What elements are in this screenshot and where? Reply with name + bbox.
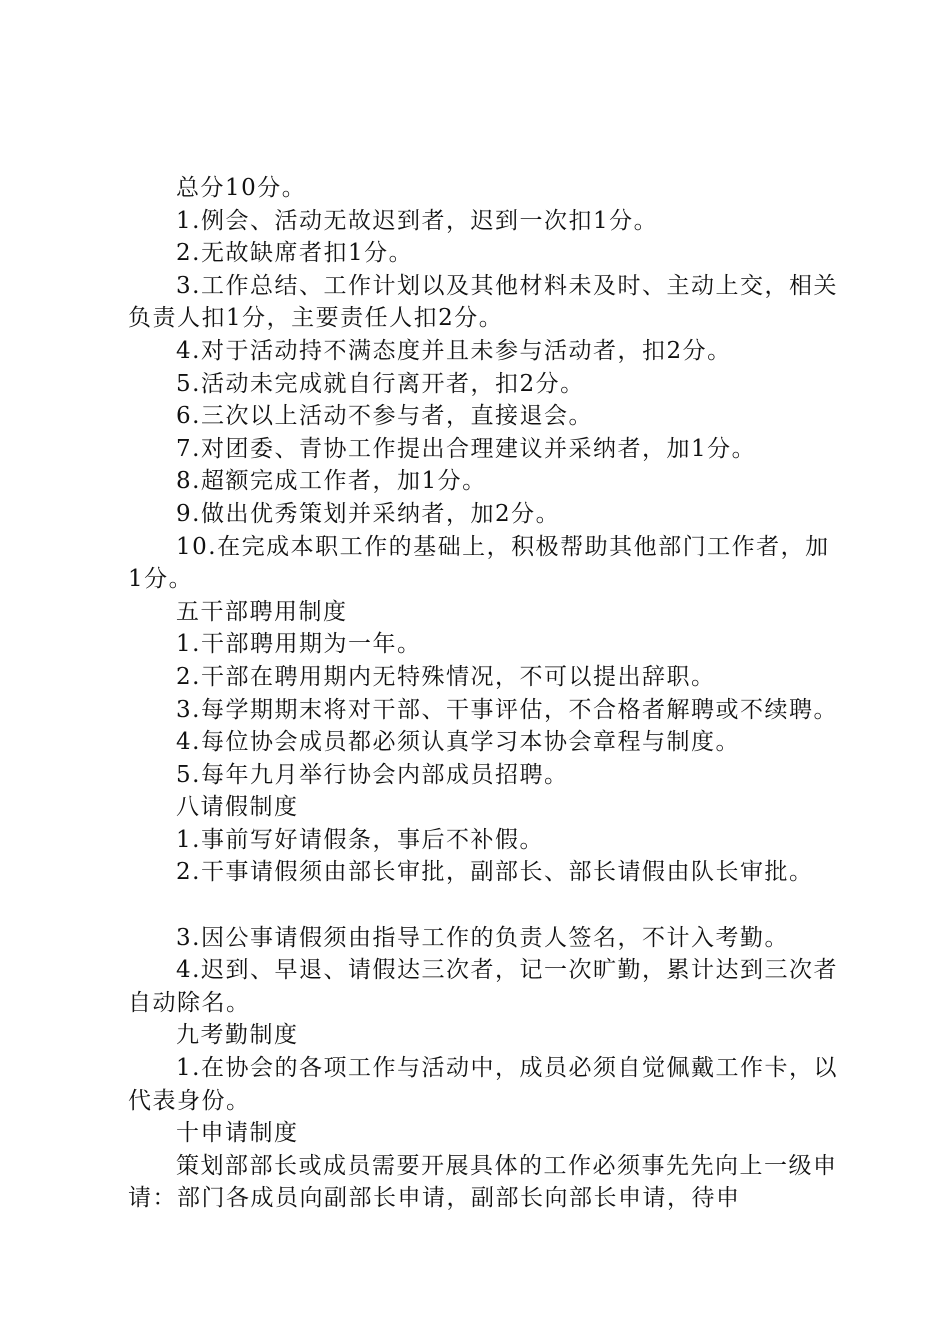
attendance-item-1: 1.在协会的各项工作与活动中，成员必须自觉佩戴工作卡，以代表身份。 [128, 1055, 838, 1114]
leave-item-4: 4.迟到、早退、请假达三次者，记一次旷勤，累计达到三次者自动除名。 [128, 957, 838, 1016]
appointment-item-4: 4.每位协会成员都必须认真学习本协会章程与制度。 [176, 729, 740, 756]
rule-item-6: 6.三次以上活动不参与者，直接退会。 [176, 403, 593, 430]
appointment-item-1: 1.干部聘用期为一年。 [176, 631, 422, 658]
appointment-item-5: 5.每年九月举行协会内部成员招聘。 [176, 761, 569, 788]
rule-item-4: 4.对于活动持不满态度并且未参与活动者，扣2分。 [176, 337, 732, 364]
rule-item-1: 1.例会、活动无故迟到者，迟到一次扣1分。 [176, 207, 659, 234]
section-heading-attendance: 九考勤制度 [176, 1022, 299, 1049]
rule-item-10: 10.在完成本职工作的基础上，积极帮助其他部门工作者，加1分。 [128, 533, 830, 593]
application-paragraph: 策划部部长或成员需要开展具体的工作必须事先先向上一级申请：部门各成员向副部长申请，副部长向部长申请，待申 [128, 1152, 838, 1212]
paragraph-total-score: 总分10分。 [176, 175, 307, 201]
rule-item-5: 5.活动未完成就自行离开者，扣2分。 [176, 370, 585, 397]
rule-item-3: 3.工作总结、工作计划以及其他材料未及时、主动上交，相关负责人扣1分，主要责任人扣2分。 [128, 272, 838, 332]
rule-item-9: 9.做出优秀策划并采纳者，加2分。 [176, 500, 561, 527]
blank-line [128, 889, 838, 922]
document-body [128, 172, 838, 1215]
rule-item-8: 8.超额完成工作者，加1分。 [176, 468, 487, 495]
appointment-item-3: 3.每学期期末将对干部、干事评估，不合格者解聘或不续聘。 [176, 696, 838, 723]
section-heading-application: 十申请制度 [176, 1120, 299, 1147]
leave-item-2: 2.干事请假须由部长审批，副部长、部长请假由队长审批。 [176, 859, 814, 886]
rule-item-2: 2.无故缺席者扣1分。 [176, 240, 414, 267]
leave-item-1: 1.事前写好请假条，事后不补假。 [176, 826, 544, 853]
section-heading-cadre-appointment: 五干部聘用制度 [176, 598, 348, 625]
leave-item-3: 3.因公事请假须由指导工作的负责人签名，不计入考勤。 [176, 924, 789, 951]
appointment-item-2: 2.干部在聘用期内无特殊情况，不可以提出辞职。 [176, 663, 716, 690]
rule-item-7: 7.对团委、青协工作提出合理建议并采纳者，加1分。 [176, 435, 757, 462]
section-heading-leave: 八请假制度 [176, 794, 299, 821]
